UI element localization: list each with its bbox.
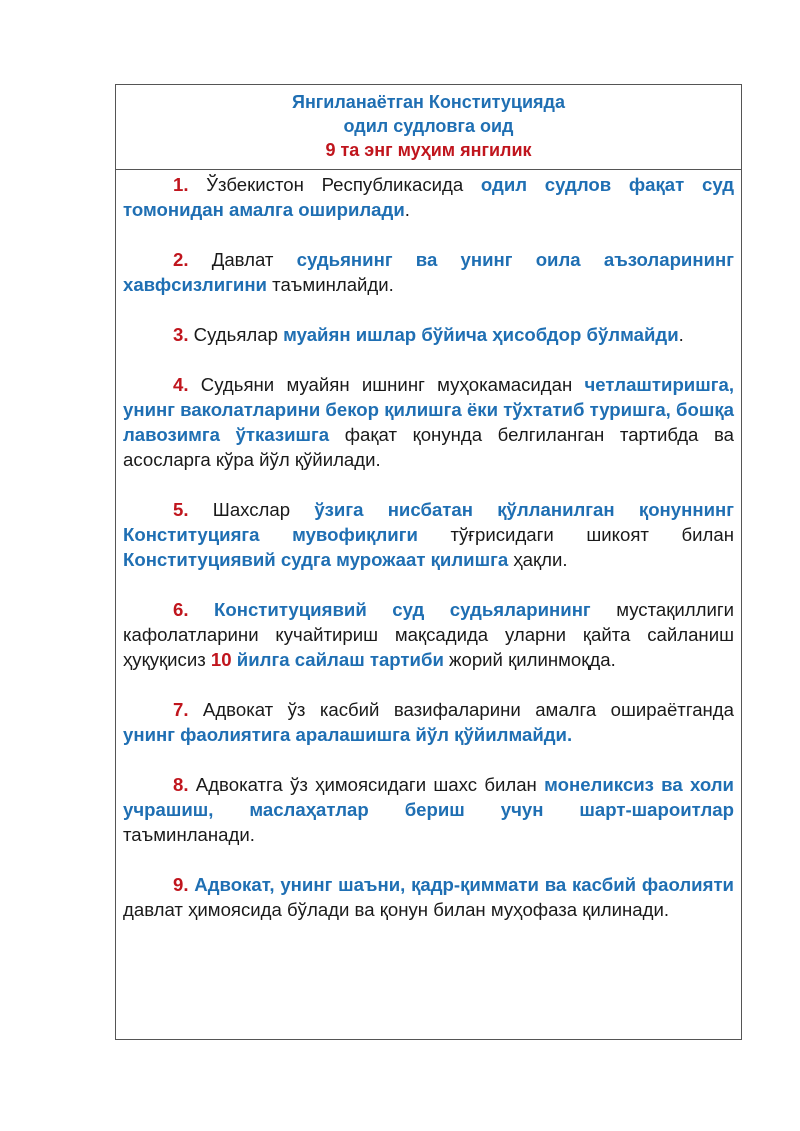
item-number: 3. — [173, 324, 189, 345]
item-number: 7. — [173, 699, 189, 720]
list-item — [123, 372, 734, 472]
item-highlight-text: ўзига нисбатан қўлланилган қонуннинг Конституцияга мувофиқлиги — [123, 499, 734, 545]
item-highlight-text: четлаштиришга, унинг ваколатларини бекор қилишга ёки тўхтатиб туришга, бошқа лавозимга ўтказишга — [123, 374, 734, 445]
item-number: 1. — [173, 174, 189, 195]
item-highlight-text: муайян ишлар бўйича ҳисобдор бўлмайди — [283, 324, 679, 345]
item-highlight-text: судьянинг ва унинг оила аъзоларининг хавфсизлигини — [123, 249, 734, 295]
header-title-line-1: Янгиланаётган Конституцияда — [292, 92, 565, 112]
item-text: Шахслар — [188, 499, 315, 520]
item-number: 2. — [173, 249, 189, 270]
header-title-line-3: 9 та энг муҳим янгилик — [325, 140, 532, 160]
item-highlight-text: одил судлов фақат суд томонидан амалга оширилади — [123, 174, 734, 220]
list-item — [123, 772, 734, 847]
list-item — [123, 247, 734, 297]
item-text: Адвокатга ўз ҳимоясидаги шахс билан — [188, 774, 545, 795]
list-item — [123, 597, 734, 672]
item-text: жорий қилинмоқда. — [443, 649, 616, 670]
item-text: Судьяни муайян ишнинг муҳокамасидан — [188, 374, 585, 395]
item-highlight-text: Конституциявий суд судьяларининг — [214, 599, 591, 620]
items-list — [116, 170, 741, 922]
item-text: мустақиллиги кафолатларини кучайтириш мақсадида уларни қайта сайланиш ҳуқуқисиз — [123, 599, 734, 670]
item-number: 4. — [173, 374, 189, 395]
item-number: 8. — [173, 774, 189, 795]
item-text: ҳақли. — [508, 549, 568, 570]
list-item — [123, 872, 734, 922]
list-item — [123, 697, 734, 747]
item-text: Ўзбекистон Республикасида — [188, 174, 481, 195]
item-text: Давлат — [188, 249, 297, 270]
item-red-number: 10 — [210, 649, 232, 670]
list-item — [123, 322, 734, 347]
document-frame — [115, 84, 742, 1040]
item-text: таъминлайди. — [266, 274, 394, 295]
item-text: . — [404, 199, 410, 220]
item-number: 5. — [173, 499, 189, 520]
item-text: таъминланади. — [123, 824, 255, 845]
item-number: 9. — [173, 874, 189, 895]
list-item — [123, 497, 734, 572]
item-text — [189, 599, 215, 620]
item-text: тўғрисидаги шикоят билан — [417, 524, 734, 545]
item-highlight-text: монеликсиз ва холи учрашиш, маслаҳатлар бериш учун шарт-шароитлар — [123, 774, 734, 820]
item-text: . — [678, 324, 684, 345]
header-title-line-2: одил судловга оид — [343, 116, 514, 136]
item-text: Адвокат ўз касбий вазифаларини амалга ошираётганда — [188, 699, 734, 720]
item-text: Судьялар — [188, 324, 284, 345]
list-item — [123, 172, 734, 222]
document-header — [116, 85, 741, 170]
item-highlight-text: йилга сайлаш тартиби — [236, 649, 444, 670]
item-highlight-text: Конституциявий судга мурожаат қилишга — [123, 549, 509, 570]
item-number: 6. — [173, 599, 189, 620]
item-text: фақат қонунда белгиланган тартибда ва асосларга кўра йўл қўйилади. — [123, 424, 735, 470]
item-highlight-text: унинг фаолиятига аралашишга йўл қўйилмайди. — [123, 724, 573, 745]
item-highlight-text: Адвокат, унинг шаъни, қадр-қиммати ва касбий фаолияти — [194, 874, 734, 895]
item-text: давлат ҳимоясида бўлади ва қонун билан муҳофаза қилинади. — [123, 899, 670, 920]
